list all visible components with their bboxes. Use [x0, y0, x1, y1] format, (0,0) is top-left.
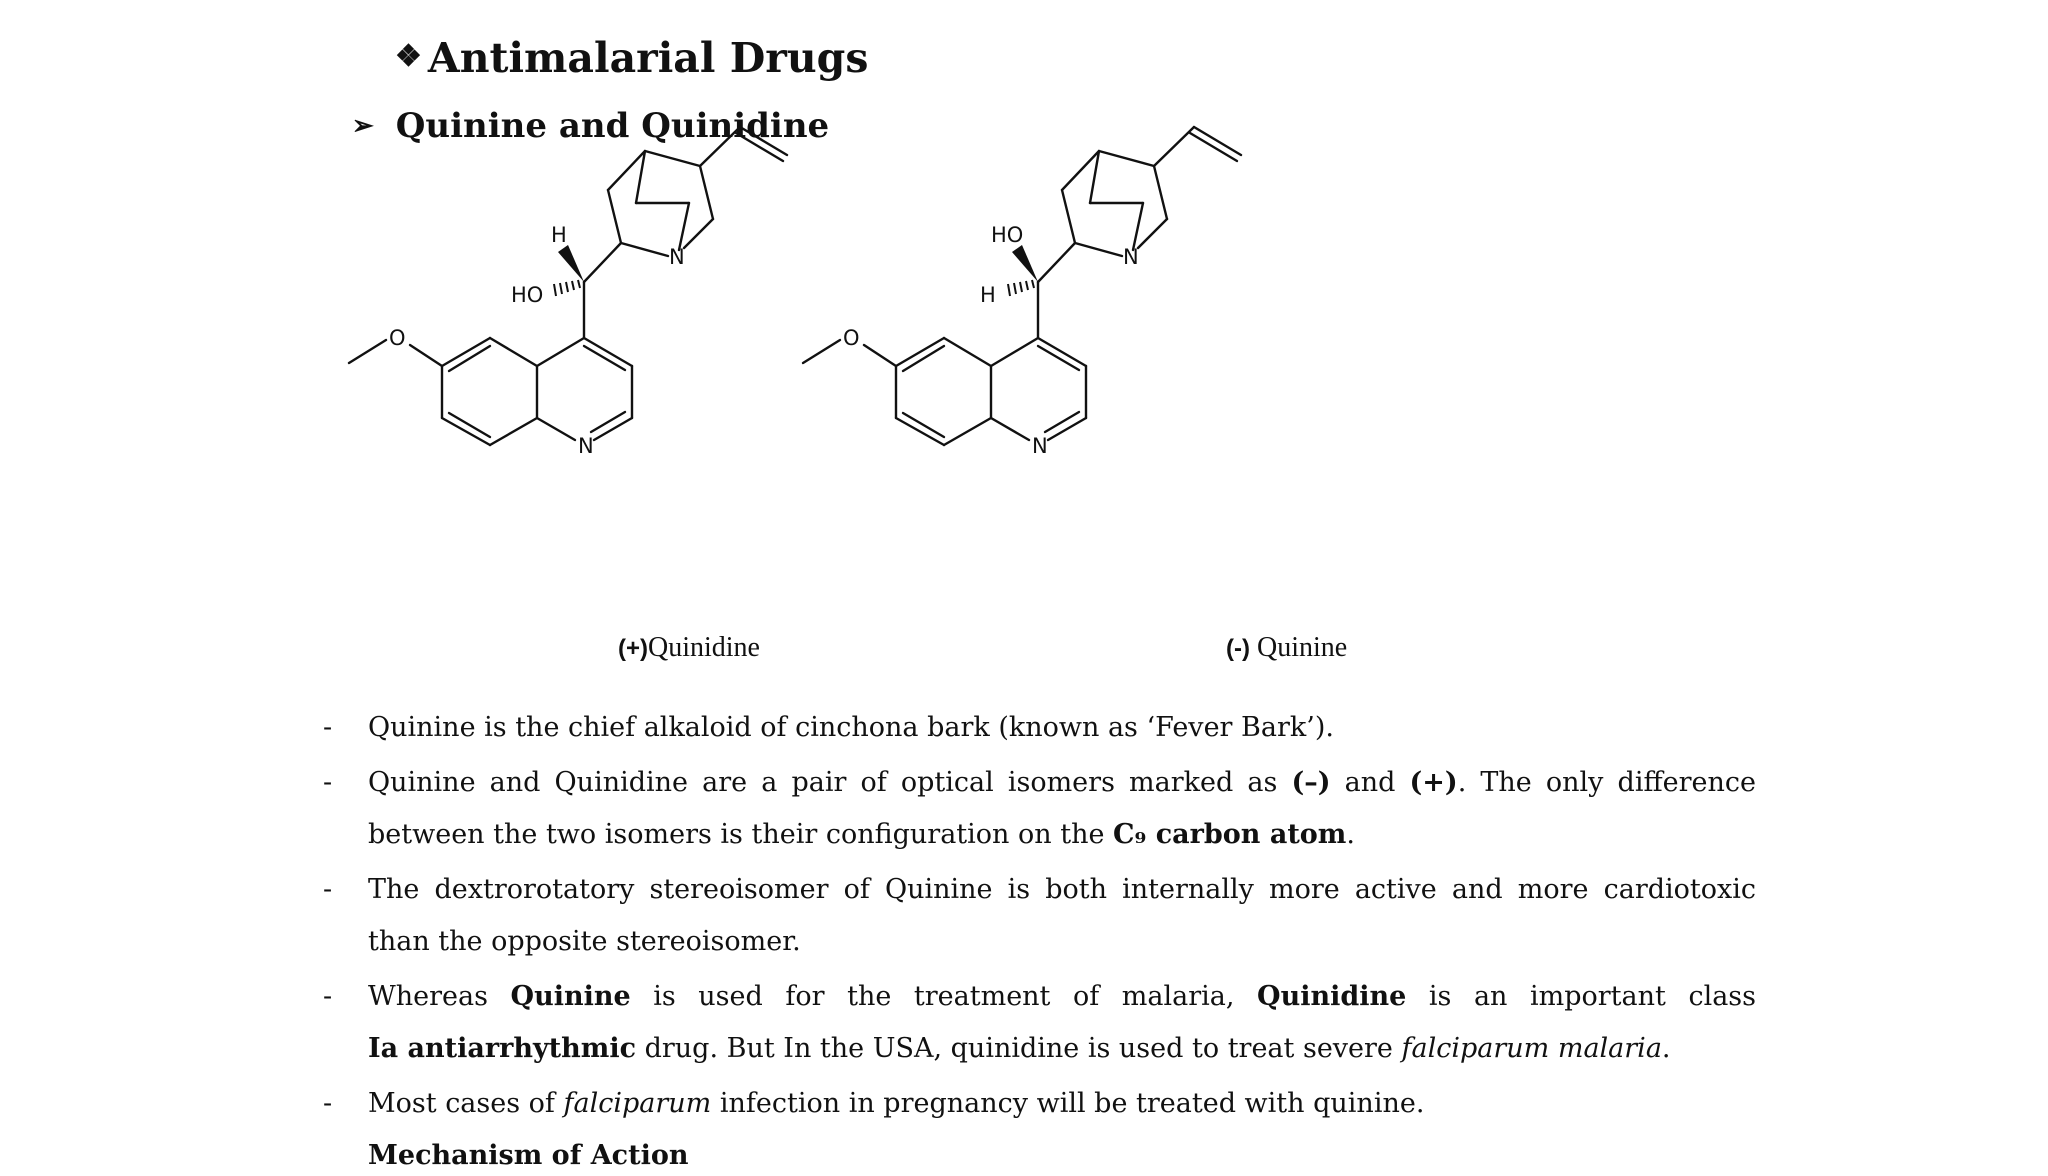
minus-sign: (–) — [1291, 767, 1331, 798]
svg-text:N: N — [578, 434, 594, 458]
text-span: . — [1661, 1033, 1671, 1064]
text-span: and — [1330, 767, 1410, 798]
item-line — [368, 809, 1756, 861]
item-line — [368, 1078, 1756, 1130]
text-span: . The only difference — [1457, 767, 1756, 798]
list-item — [320, 1078, 1756, 1130]
text-span: Most cases of — [368, 1088, 564, 1119]
text-span: between the two isomers is their configuration on the — [368, 819, 1114, 850]
quinine-caption — [1226, 632, 1347, 664]
item-line — [368, 757, 1756, 809]
caption-sign: (-) — [1226, 635, 1250, 662]
arrow-bullet-icon: ➢ — [352, 111, 374, 141]
svg-text:O: O — [843, 326, 860, 350]
cutoff-text: Mechanism of Action — [368, 1140, 689, 1171]
antiarrhythmic-term: Ia antiarrhythmic — [368, 1033, 637, 1064]
text-span: is used for the treatment of malaria, — [630, 981, 1258, 1012]
quinidine-term: Quinidine — [1257, 981, 1407, 1012]
text-span: drug. But In the USA, quinidine is used to treat severe — [636, 1033, 1402, 1064]
list-item — [320, 757, 1756, 861]
dash-bullet: - — [323, 712, 333, 743]
dash-bullet: - — [323, 874, 333, 905]
quinidine-caption — [618, 632, 760, 664]
falciparum-term: falciparum malaria — [1401, 1033, 1662, 1064]
svg-text:H: H — [551, 223, 567, 247]
quinine-structure — [803, 127, 1241, 458]
quinidine-structure — [349, 127, 787, 458]
text-span: . — [1346, 819, 1355, 850]
quinine-term: Quinine — [510, 981, 631, 1012]
subheading-title: Quinine and Quinidine — [395, 106, 830, 146]
dash-bullet: - — [323, 1088, 333, 1119]
dash-bullet: - — [323, 981, 333, 1012]
heading-title: Antimalarial Drugs — [427, 34, 869, 82]
caption-sign: (+) — [618, 635, 648, 662]
svg-text:HO: HO — [511, 283, 544, 307]
diamond-bullet-icon: ❖ — [395, 38, 422, 74]
cutoff-heading — [368, 1136, 689, 1171]
item-line — [368, 1023, 1756, 1075]
falciparum-term: falciparum — [563, 1088, 712, 1119]
item-line — [368, 971, 1756, 1023]
text-span: Whereas — [368, 981, 511, 1012]
text-span: Quinine and Quinidine are a pair of optical isomers marked as — [368, 767, 1292, 798]
text-span: infection in pregnancy will be treated with quinine. — [711, 1088, 1425, 1119]
list-item — [320, 864, 1756, 968]
text-span: is an important class — [1406, 981, 1757, 1012]
svg-text:N: N — [1123, 245, 1139, 269]
svg-text:HO: HO — [991, 223, 1024, 247]
svg-text:O: O — [389, 326, 406, 350]
svg-text:N: N — [669, 245, 685, 269]
item-text: Quinine is the chief alkaloid of cinchona bark (known as ‘Fever Bark’). — [368, 712, 1334, 743]
list-item — [320, 971, 1756, 1075]
item-line: The dextrorotatory stereoisomer of Quinine is both internally more active and more cardiotoxic — [368, 874, 1756, 905]
plus-sign: (+) — [1409, 767, 1458, 798]
caption-name: Quinine — [1256, 632, 1348, 663]
carbon-atom-term: C₉ carbon atom — [1113, 819, 1347, 850]
bullet-list — [320, 702, 1760, 1133]
item-line: than the opposite stereoisomer. — [368, 926, 801, 957]
svg-text:H: H — [980, 283, 996, 307]
list-item — [320, 702, 1756, 754]
svg-text:N: N — [1032, 434, 1048, 458]
caption-name: Quinidine — [648, 632, 760, 663]
dash-bullet: - — [323, 767, 333, 798]
